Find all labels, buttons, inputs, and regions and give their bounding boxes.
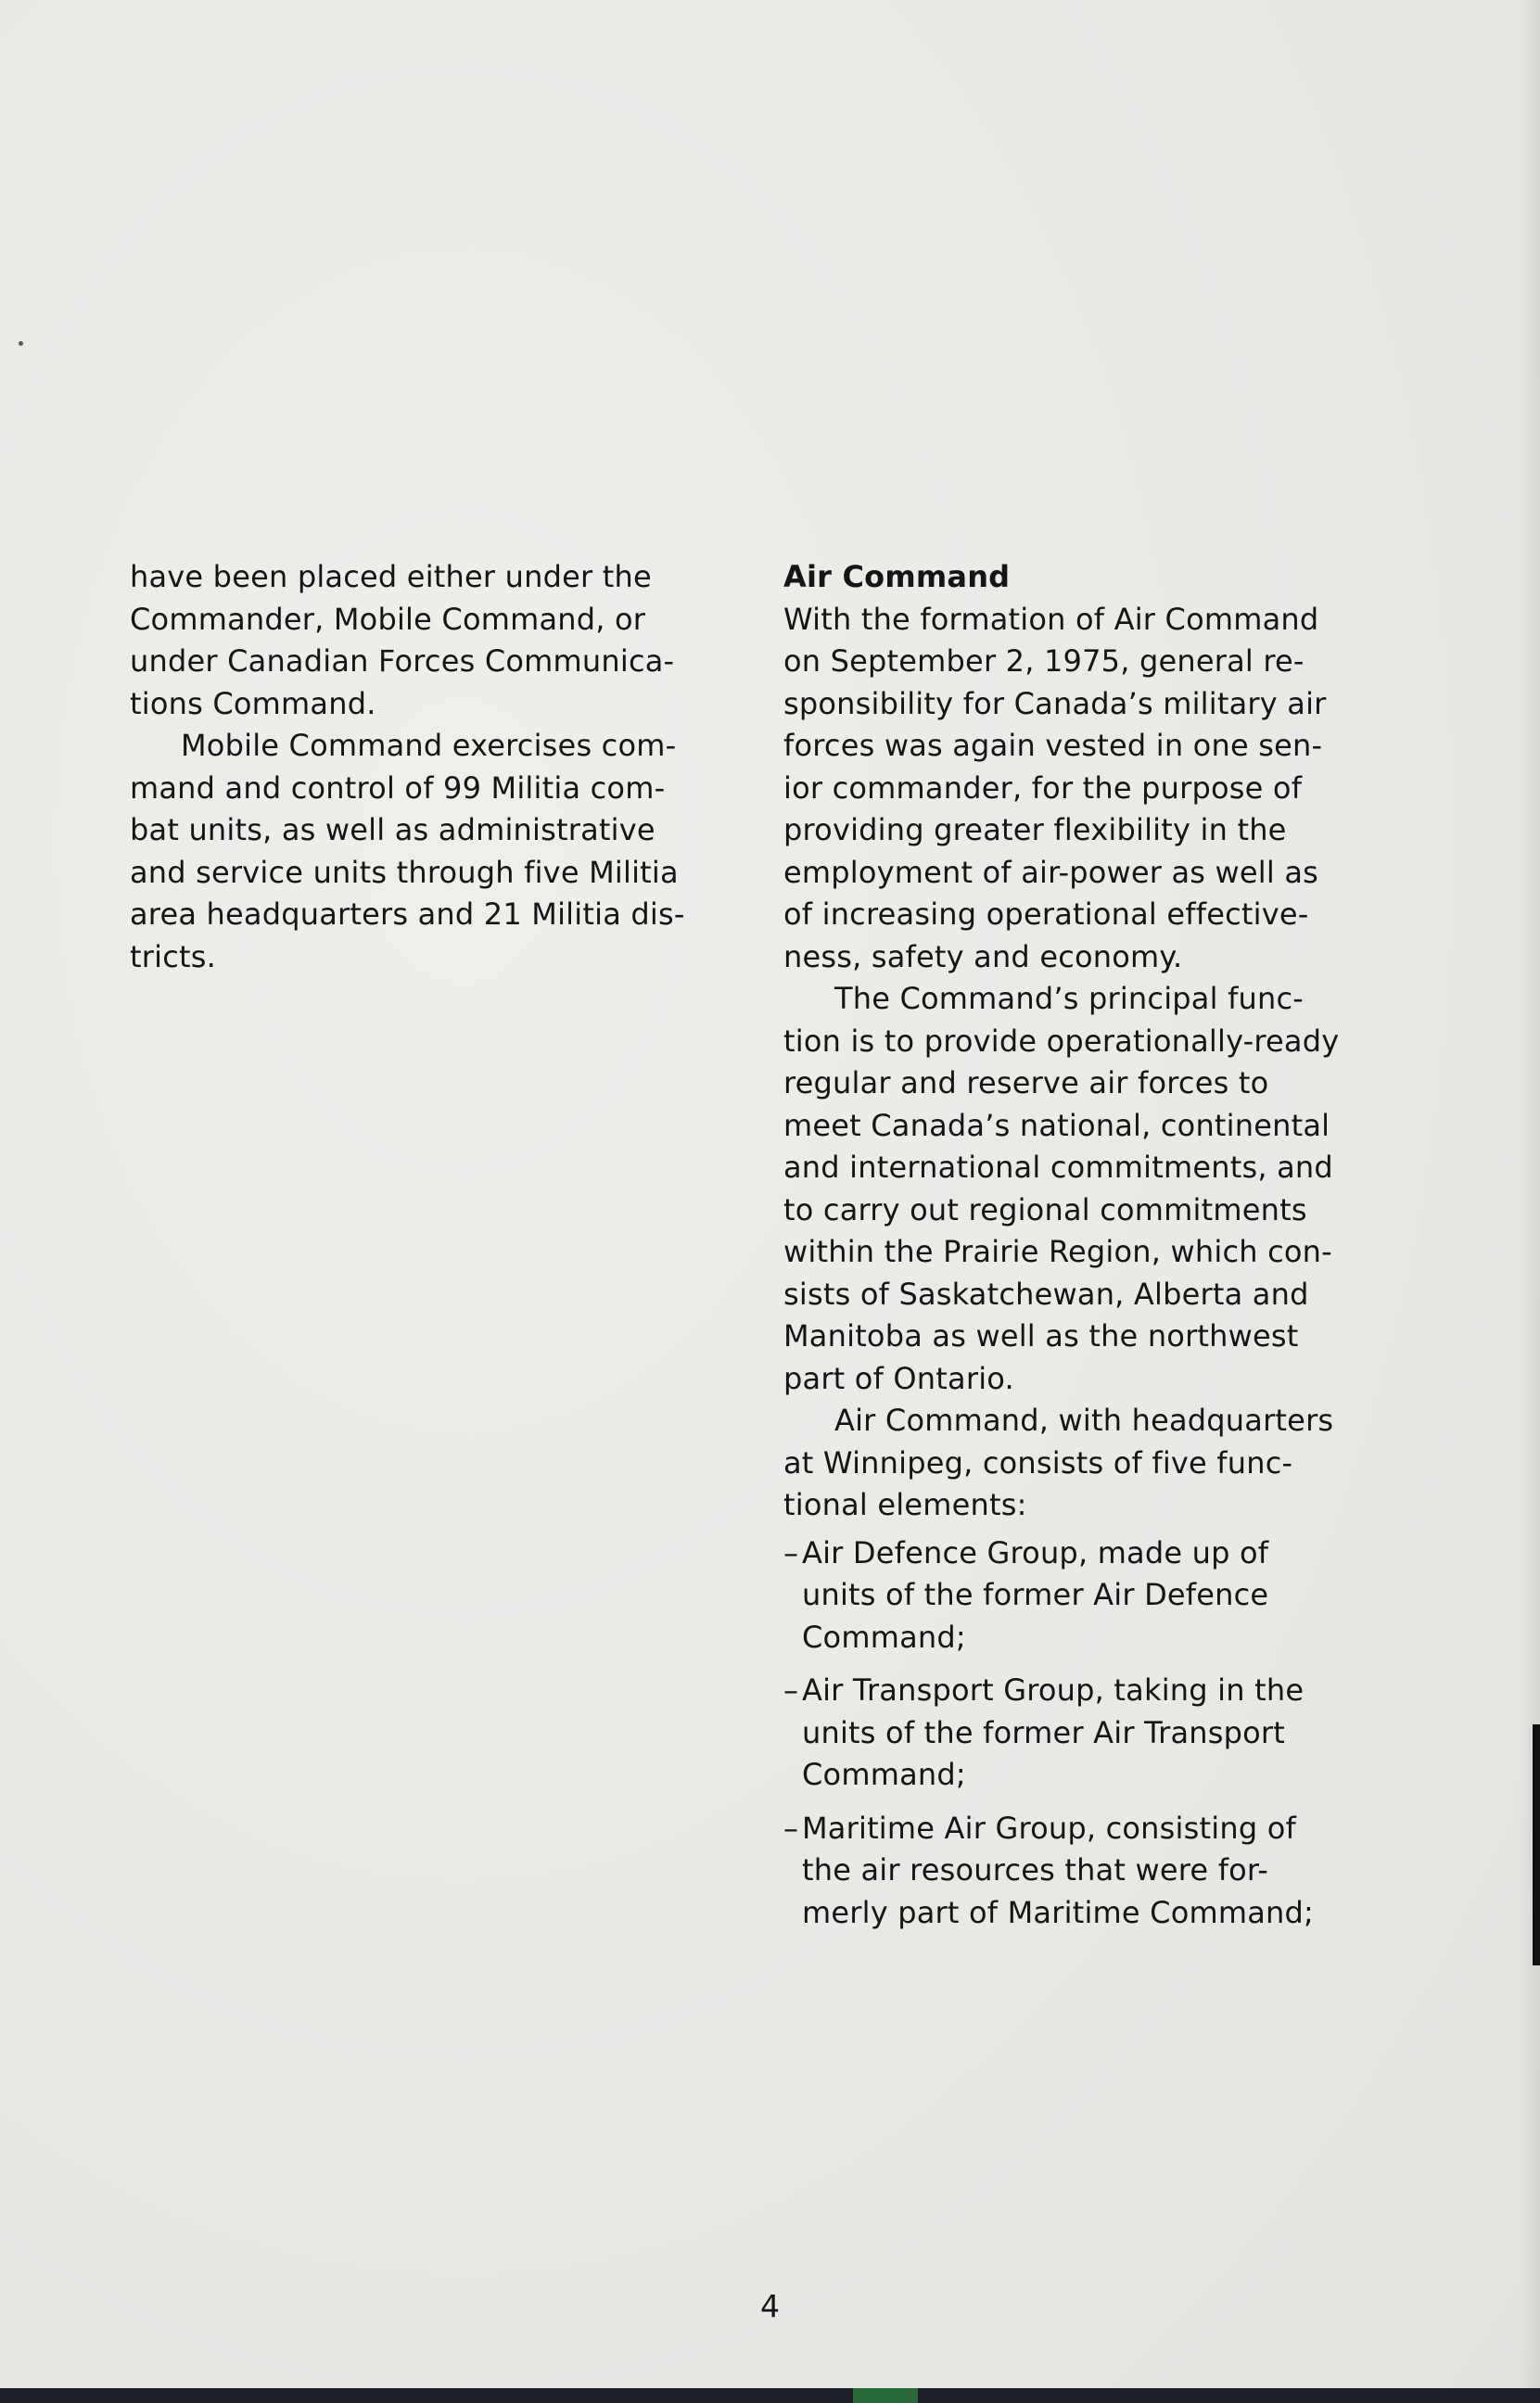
page-edge-shadow (1520, 0, 1540, 2403)
binding-mark (1533, 1724, 1540, 1965)
paper-speck (19, 341, 23, 346)
right-paragraph-2: The Command’s principal func- tion is to provide operationally-ready regular and reserve air forces to meet Canada’s national, continental and international commitments, and to carry out regional commitments within the Prairie Region, which con- sists of Saskatchewan, Alberta and Manitoba as well as the northwest part of Ontario. (783, 981, 1340, 1396)
left-paragraph-2: Mobile Command exercises com- mand and control of 99 Militia com- bat units, as well as administrative and service units through five Militia area headquarters and 21 Militia dis- tricts. (130, 728, 685, 974)
page-number: 4 (760, 2288, 780, 2324)
list-item (783, 1670, 1432, 1797)
dash-bullet: – (783, 1672, 799, 1708)
list-item (783, 1808, 1432, 1935)
list-item-text: Maritime Air Group, consisting of the air resources that were for- merly part of Maritime Command; (802, 1810, 1315, 1930)
dash-bullet: – (783, 1534, 799, 1570)
list-item (783, 1532, 1432, 1659)
dash-bullet: – (783, 1810, 799, 1846)
list-item-text: Air Defence Group, made up of units of the former Air Defence Command; (802, 1534, 1269, 1655)
scan-bottom-edge (0, 2388, 1540, 2403)
scan-bottom-accent (853, 2388, 918, 2403)
right-column (783, 556, 1432, 1945)
left-column (130, 556, 751, 978)
elements-list (783, 1532, 1432, 1935)
left-paragraph-1: have been placed either under the Commander, Mobile Command, or under Canadian Forces Communica- tions Command. (130, 559, 675, 721)
right-paragraph-1: With the formation of Air Command on September 2, 1975, general re- sponsibility for Canada’s military air forces was again vested in one sen- ior commander, for the purpose of providing greater flexibility in the employment of air-power as well as of increasing operational effective- ness, safety and economy. (783, 601, 1327, 974)
right-paragraph-3: Air Command, with headquarters at Winnipeg, consists of five func- tional elements: (783, 1403, 1334, 1522)
list-item-text: Air Transport Group, taking in the units of the former Air Transport Command; (802, 1672, 1305, 1792)
section-heading: Air Command (783, 559, 1011, 594)
